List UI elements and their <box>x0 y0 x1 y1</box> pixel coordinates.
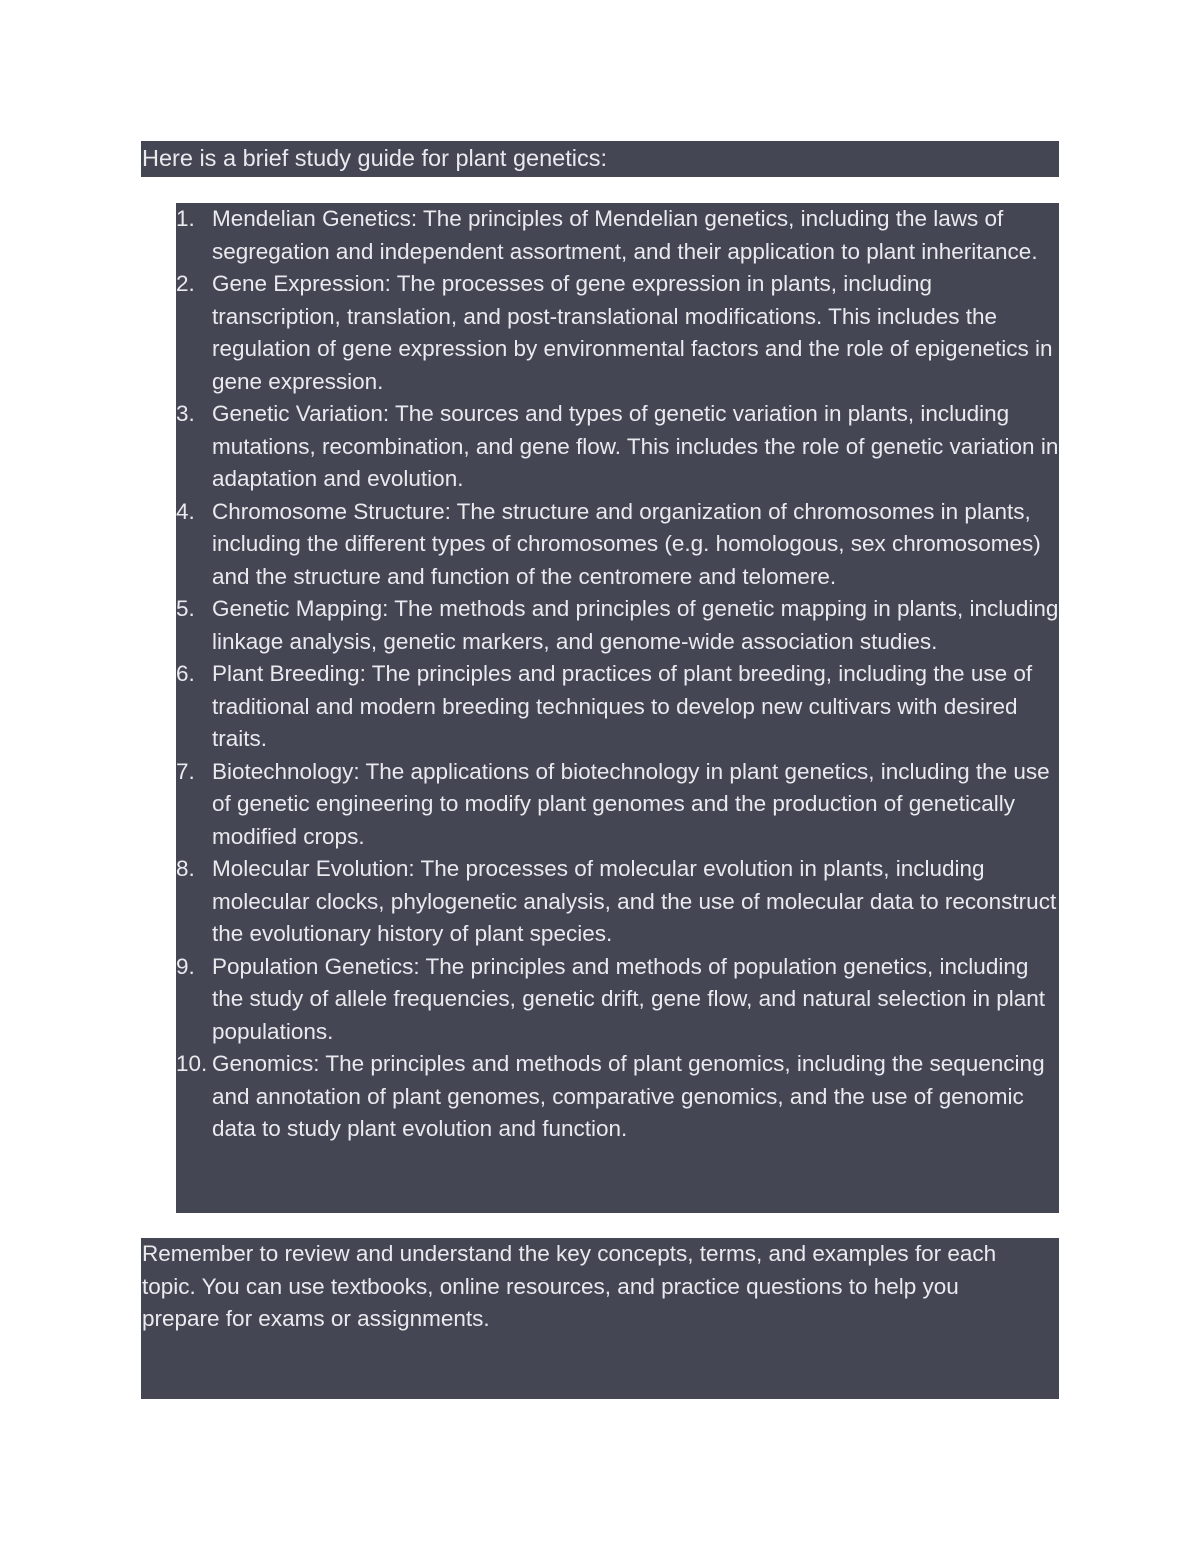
list-item-text: Genomics: The principles and methods of plant genomics, including the sequencing and annotation of plant genomes, comparative genomics, and the use of genomic data to study plant evolution and function. <box>212 1051 1045 1141</box>
list-item-number: 6. <box>176 661 195 686</box>
list-item <box>176 398 1059 496</box>
list-item-number: 7. <box>176 758 195 784</box>
closing-paragraph <box>141 1238 1059 1399</box>
list-item-number: 4. <box>176 498 195 524</box>
study-guide-list-block <box>176 203 1059 1213</box>
list-item <box>176 951 1059 1049</box>
list-item <box>176 1048 1059 1146</box>
list-item <box>176 853 1059 951</box>
list-item-number: 1. <box>176 206 195 231</box>
list-item-text: Biotechnology: The applications of biotechnology in plant genetics, including the use of genetic engineering to modify plant genomes and the production of genetically modified crops. <box>212 758 1050 849</box>
list-item-number: 5. <box>176 596 195 621</box>
list-item-number: 2. <box>176 271 195 296</box>
intro-paragraph <box>141 141 1059 177</box>
list-item-text: Chromosome Structure: The structure and organization of chromosomes in plants, including the different types of chromosomes (e.g. homologous, sex chromosomes) and the structure and function of the centromere and telomere. <box>212 498 1041 589</box>
list-item <box>176 756 1059 854</box>
list-item-text: Genetic Variation: The sources and types of genetic variation in plants, including mutations, recombination, and gene flow. This includes the role of genetic variation in adaptation and evolution. <box>212 401 1059 491</box>
list-item-text: Gene Expression: The processes of gene expression in plants, including transcription, translation, and post-translational modifications. This includes the regulation of gene expression by environmental factors and the role of epigenetics in gene expression. <box>212 271 1053 394</box>
list-item <box>176 496 1059 594</box>
list-item <box>176 268 1059 398</box>
closing-text: Remember to review and understand the key concepts, terms, and examples for each topic. You can use textbooks, online resources, and practice questions to help you prepare for exams or assignments. <box>142 1241 997 1331</box>
list-item-text: Plant Breeding: The principles and practices of plant breeding, including the use of traditional and modern breeding techniques to develop new cultivars with desired traits. <box>212 661 1033 751</box>
list-item <box>176 203 1059 268</box>
list-item-text: Population Genetics: The principles and methods of population genetics, including the study of allele frequencies, genetic drift, gene flow, and natural selection in plant populations. <box>212 953 1046 1044</box>
list-item-number: 3. <box>176 401 195 426</box>
list-item-number: 8. <box>176 856 195 881</box>
list-item-number: 10. <box>176 1051 208 1076</box>
list-item <box>176 593 1059 658</box>
list-item-text: Molecular Evolution: The processes of molecular evolution in plants, including molecular clocks, phylogenetic analysis, and the use of molecular data to reconstruct the evolutionary history of plant species. <box>212 856 1057 946</box>
list-item <box>176 658 1059 756</box>
intro-text: Here is a brief study guide for plant genetics: <box>142 145 608 171</box>
list-item-text: Genetic Mapping: The methods and principles of genetic mapping in plants, including linkage analysis, genetic markers, and genome-wide association studies. <box>212 596 1059 654</box>
list-item-number: 9. <box>176 953 195 979</box>
study-guide-list <box>176 203 1059 1146</box>
list-item-text: Mendelian Genetics: The principles of Mendelian genetics, including the laws of segregation and independent assortment, and their application to plant inheritance. <box>212 206 1038 264</box>
